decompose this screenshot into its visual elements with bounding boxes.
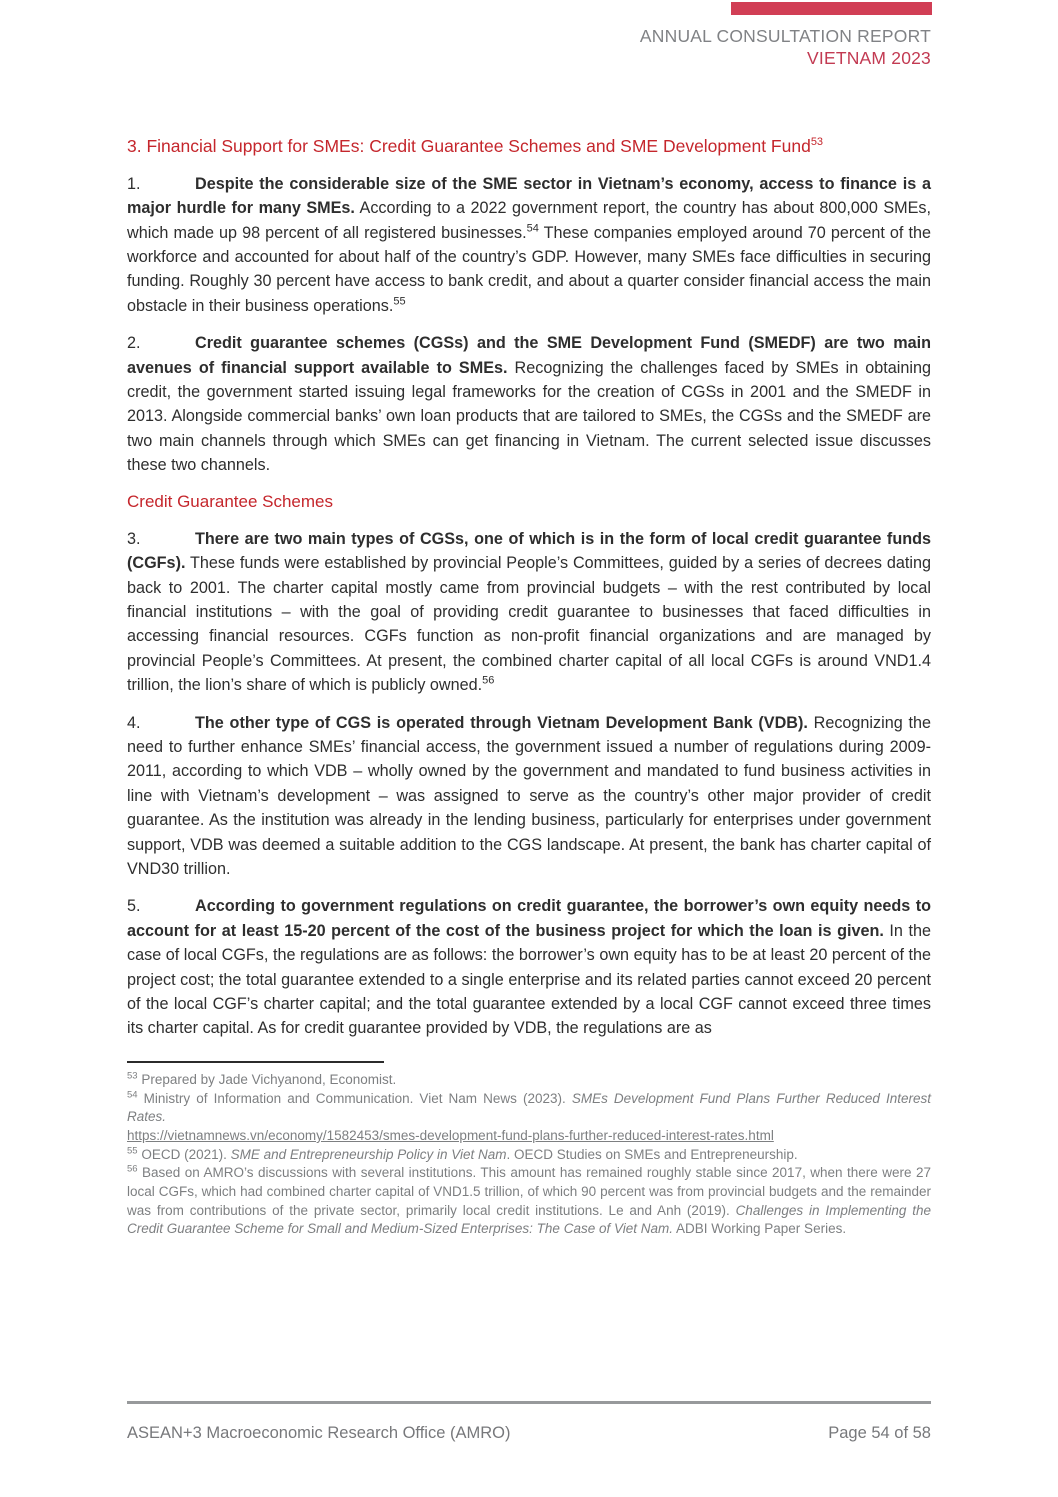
- footnote: [127, 1164, 931, 1239]
- footnote-url-link[interactable]: https://vietnamnews.vn/economy/1582453/smes-development-fund-plans-further-reduced-interest-rates.html: [127, 1127, 774, 1143]
- body-paragraph: [127, 331, 931, 477]
- text-run: Ministry of Information and Communication. Viet Nam News (2023).: [137, 1090, 572, 1106]
- text-run: . OECD Studies on SMEs and Entrepreneurship.: [506, 1146, 798, 1162]
- footer-row: [127, 1424, 931, 1443]
- paragraph-number: 1.: [127, 174, 141, 193]
- paragraph-number: 4.: [127, 713, 141, 732]
- paragraph-lead-bold: The other type of CGS is operated through Vietnam Development Bank (VDB).: [195, 713, 808, 732]
- subsection-heading: Credit Guarantee Schemes: [127, 491, 333, 511]
- footnote-separator-rule: [127, 1061, 384, 1063]
- text-run: Prepared by Jade Vichyanond, Economist.: [137, 1071, 397, 1087]
- section-heading-text: 3. Financial Support for SMEs: Credit Guarantee Schemes and SME Development Fund: [127, 135, 811, 156]
- italic-title: SMEs Development Fund Plans Further Reduced Interest Rates.: [127, 1090, 931, 1125]
- footer-page-number: Page 54 of 58: [828, 1424, 931, 1442]
- text-run: Recognizing the challenges faced by SMEs in obtaining credit, the government started issuing legal frameworks for the creation of CGSs in 2001 and the SMEDF in 2013. Alongside commercial banks’ own loan products that are tailored to SMEs, the CGSs and the SMEDF are two main channels through which SMEs can get financing in Vietnam. The current selected issue discusses these two channels.: [127, 358, 932, 475]
- footnote-reference: 54: [526, 222, 539, 235]
- report-title: ANNUAL CONSULTATION REPORT: [639, 26, 931, 46]
- header-accent-bar: [731, 2, 932, 15]
- body-paragraph: [127, 527, 931, 698]
- page-body: [127, 132, 931, 1041]
- paragraph-lead-bold: According to government regulations on credit guarantee, the borrower’s own equity needs to account for at least 15-20 percent of the cost of the business project for which the loan is given.: [127, 897, 931, 940]
- footnote: [127, 1090, 931, 1146]
- paragraph-number: 2.: [127, 334, 141, 353]
- italic-title: SME and Entrepreneurship Policy in Viet Nam: [230, 1146, 507, 1162]
- paragraph-lead-bold: There are two main types of CGSs, one of which is in the form of local credit guarantee funds (CGFs).: [127, 529, 931, 573]
- body-content: [127, 172, 931, 1041]
- footer-organization: ASEAN+3 Macroeconomic Research Office (AMRO): [127, 1424, 511, 1442]
- footnotes-section: [127, 1061, 931, 1239]
- text-run: These funds were established by provincial People’s Committees, guided by a series of decrees dating back to 2001. The charter capital mostly came from provincial budgets – with the rest contributed by local financial institutions – with the goal of providing credit guarantee to businesses that faced difficulties in accessing financial resources. CGFs function as non-profit financial organizations and are managed by provincial People’s Committees. At present, the combined charter capital of all local CGFs is around VND1.4 trillion, the lion’s share of which is publicly owned.: [127, 554, 931, 695]
- footnotes-list: [127, 1071, 931, 1239]
- footnote-reference: 55: [393, 295, 406, 308]
- text-run: ADBI Working Paper Series.: [673, 1221, 847, 1237]
- text-run: In the case of local CGFs, the regulations are as follows: the borrower’s own equity has to be at least 20 percent of the project cost; the total guarantee extended to a single enterprise and its related parties cannot exceed 20 percent of the local CGF’s charter capital; and the total guarantee extended by a local CGF cannot exceed three times its charter capital. As for credit guarantee provided by VDB, the regulations are as: [127, 921, 931, 1038]
- body-paragraph: [127, 894, 931, 1040]
- text-run: Based on AMRO’s discussions with several institutions. This amount has remained roughly stable since 2017, when there were 27 local CGFs, which had combined charter capital of VND1.5 trillion, of which 90 percent was from provincial budgets and the remainder was from contributions of the private sector, primarily local credit institutions. Le and Anh (2019).: [127, 1165, 931, 1218]
- page-footer: [127, 1401, 931, 1443]
- footnote-number: 54: [127, 1089, 138, 1101]
- text-run: Recognizing the need to further enhance SMEs’ financial access, the government issued a number of regulations during 2009-2011, according to which VDB – wholly owned by the government and mandated to fund business activities in line with Vietnam’s development – was assigned to serve as the country’s other major provider of credit guarantee. As the institution was already in the lending business, particularly for enterprises under government support, VDB was deemed a suitable addition to the CGS landscape. At present, the bank has charter capital of VND30 trillion.: [127, 713, 931, 878]
- text-run: These companies employed around 70 percent of the workforce and accounted for about half of the country’s GDP. However, many SMEs face difficulties in securing funding. Roughly 30 percent have access to bank credit, and about a quarter consider financial access the main obstacle in their business operations.: [127, 223, 931, 315]
- footnote-number: 56: [127, 1163, 138, 1175]
- footnote-number: 53: [127, 1070, 138, 1082]
- body-paragraph: [127, 172, 931, 318]
- body-paragraph: [127, 711, 931, 882]
- text-run: According to a 2022 government report, the country has about 800,000 SMEs, which made up 98 percent of all registered businesses.: [127, 199, 931, 242]
- footnote-reference: 53: [810, 136, 824, 148]
- paragraph-number: 3.: [127, 529, 141, 548]
- italic-title: Challenges in Implementing the Credit Guarantee Scheme for Small and Medium-Sized Enterprises: The Case of Viet Nam.: [127, 1202, 931, 1237]
- footnote-reference: 56: [482, 674, 495, 687]
- footnote: [127, 1146, 931, 1165]
- text-run: OECD (2021).: [137, 1146, 231, 1162]
- report-edition: VIETNAM 2023: [807, 48, 931, 68]
- footnote: [127, 1071, 931, 1090]
- section-heading: [127, 132, 931, 157]
- paragraph-number: 5.: [127, 897, 141, 916]
- footer-rule: [127, 1401, 931, 1404]
- paragraph-lead-bold: Despite the considerable size of the SME sector in Vietnam’s economy, access to finance is a major hurdle for many SMEs.: [127, 174, 931, 218]
- footnote-number: 55: [127, 1145, 138, 1157]
- paragraph-lead-bold: Credit guarantee schemes (CGSs) and the SME Development Fund (SMEDF) are two main avenues of financial support available to SMEs.: [127, 334, 931, 377]
